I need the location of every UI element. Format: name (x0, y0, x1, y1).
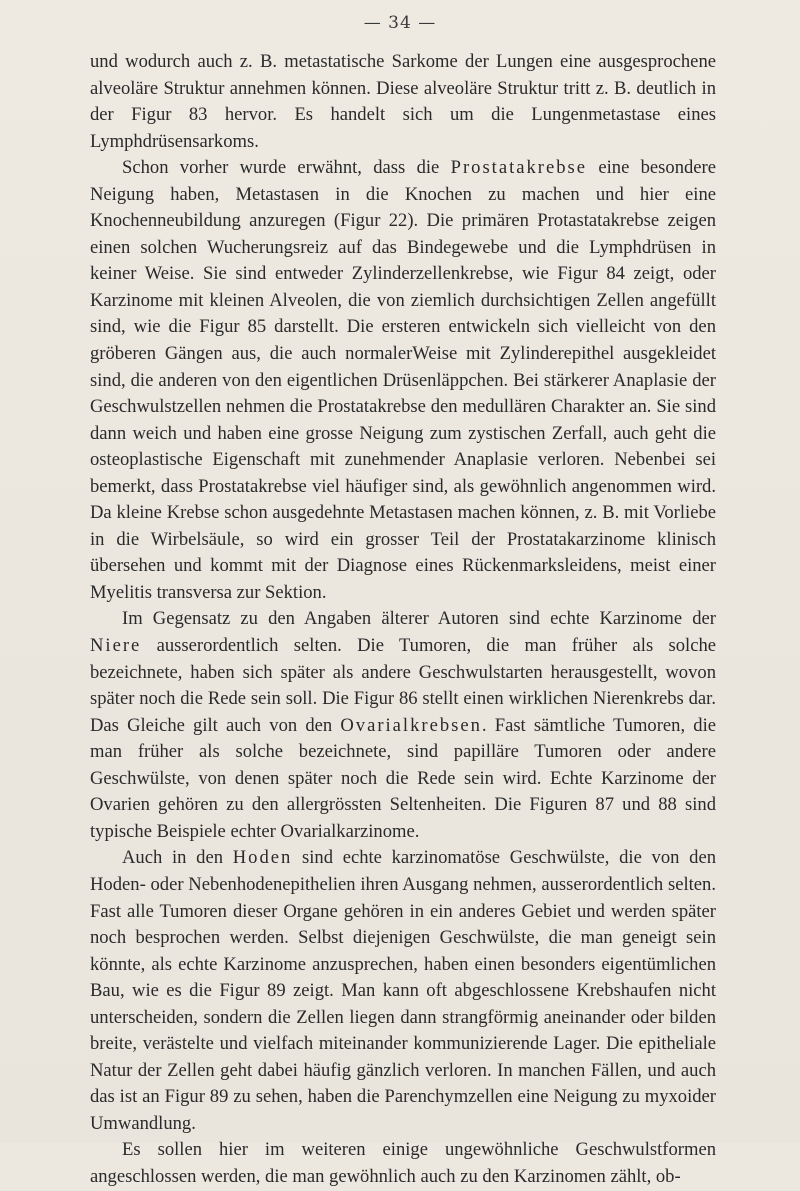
spaced-term: Ovarialkrebsen (340, 714, 482, 736)
paragraph-text: Es sollen hier im weiteren einige ungewöhnliche Geschwulstformen angeschlossen werden, die man gewöhnlich auch zu den Karzinomen zählt, ob- (90, 1139, 716, 1187)
paragraph-text: . Fast sämtliche Tumoren, die man früher als solche bezeichnete, sind papilläre Tumoren oder andere Geschwülste, von denen später noch die Rede sein wird. Echte Karzinome der Ovarien gehören zu den allergrössten Seltenheiten. Die Figuren 87 und 88 sind typische Beispiele echter Ovarialkarzinome. (90, 714, 716, 842)
page-number: — 34 — (363, 13, 437, 33)
paragraph (90, 49, 716, 155)
body-text (90, 49, 716, 1191)
paragraph (90, 155, 716, 606)
paragraph (90, 1137, 716, 1190)
spaced-term: Prostatakrebse (450, 157, 588, 179)
paragraph-text: Schon vorher wurde erwähnt, dass die (122, 157, 451, 179)
paragraph-text: ausserordentlich selten. Die Tumoren, die man früher als solche bezeichnete, haben sich später als andere Geschwulstarten herausgestellt, wovon später noch die Rede sein soll. Die Figur 86 stellt einen wirklichen Nierenkrebs dar. Das Gleiche gilt auch von den (90, 635, 716, 736)
spaced-term: Hoden (232, 847, 293, 869)
paragraph-text: und wodurch auch z. B. metastatische Sarkome der Lungen eine ausgesprochene alveoläre Struktur annehmen können. Diese alveoläre Struktur tritt z. B. deutlich in der Figur 83 hervor. Es handelt sich um die Lungenmetastase eines Lymphdrüsensarkoms. (90, 51, 716, 152)
spaced-term: Niere (90, 635, 142, 657)
paragraph (90, 606, 716, 845)
paragraph-text: Auch in den (122, 847, 233, 869)
paragraph-text: Im Gegensatz zu den Angaben älterer Autoren sind echte Karzinome der (122, 608, 716, 630)
paragraph-text: sind echte karzinomatöse Geschwülste, die von den Hoden- oder Nebenhodenepithelien ihren Ausgang nehmen, ausserordentlich selten. Fast alle Tumoren dieser Organe gehören in ein anderes Gebiet und werden später noch besprochen werden. Selbst diejenigen Geschwülste, die man geneigt sein könnte, als echte Karzinome anzusprechen, haben einen besonders eigentümlichen Bau, wie es die Figur 89 zeigt. Man kann oft abgeschlossene Krebshaufen nicht unterscheiden, sondern die Zellen liegen dann strangförmig aneinander oder bilden breite, verästelte und vielfach miteinander kommunizierende Lager. Die epitheliale Natur der Zellen geht dabei häufig gänzlich verloren. In manchen Fällen, und auch das ist an Figur 89 zu sehen, haben die Parenchymzellen eine Neigung zu myxoider Umwandlung. (90, 847, 717, 1134)
paragraph (90, 845, 716, 1137)
paragraph-text: eine besondere Neigung haben, Metastasen in die Knochen zu machen und hier eine Knochenneubildung anzuregen (Figur 22). Die primären Protastatakrebse zeigen einen solchen Wucherungsreiz auf das Bindegewebe und die Lymphdrüsen in keiner Weise. Sie sind entweder Zylinderzellenkrebse, wie Figur 84 zeigt, oder Karzinome mit kleinen Alveolen, die von ziemlich durchsichtigen Zellen angefüllt sind, wie die Figur 85 darstellt. Die ersteren entwickeln sich vielleicht von den gröberen Gängen aus, die auch normalerWeise mit Zylinderepithel ausgekleidet sind, die anderen von den eigentlichen Drüsenläppchen. Bei stärkerer Anaplasie der Geschwulstzellen nehmen die Prostatakrebse den medullären Charakter an. Sie sind dann weich und haben eine grosse Neigung zum zystischen Zerfall, auch geht die osteoplastische Eigenschaft mit zunehmender Anaplasie verloren. Nebenbei sei bemerkt, dass Prostatakrebse viel häufiger sind, als gewöhnlich angenommen wird. Da kleine Krebse schon ausgedehnte Metastasen machen können, z. B. mit Vorliebe in die Wirbelsäule, so wird ein grosser Teil der Prostatakarzinome klinisch übersehen und kommt mit der Diagnose eines Rückenmarksleidens, meist einer Myelitis transversa zur Sektion. (90, 157, 717, 603)
